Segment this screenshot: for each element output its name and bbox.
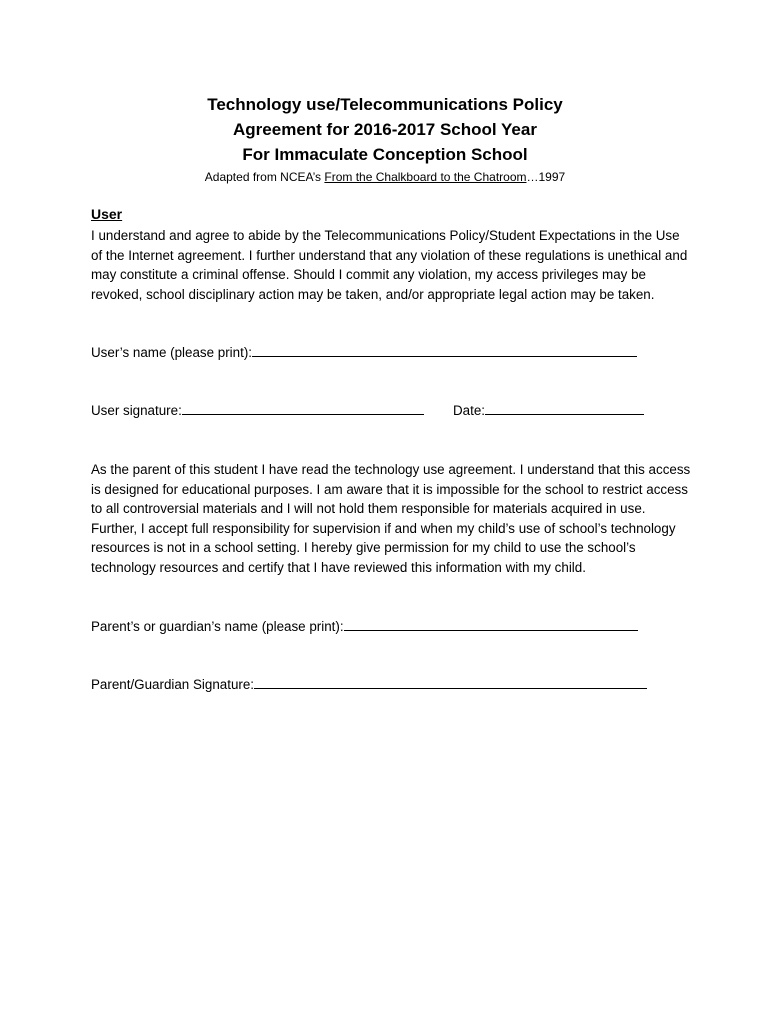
parent-signature-field: [91, 675, 647, 694]
adapted-prefix: Adapted from NCEA’s: [204, 170, 325, 184]
user-name-blank[interactable]: [252, 343, 637, 357]
parent-agreement-text: As the parent of this student I have read the technology use agreement. I understand that this access is designed for educational purposes. I am aware that it is impossible for the school to restrict access to all controversial materials and I will not hold them responsible for materials acquired in use. Further, I accept full responsibility for supervision if and when my child’s use of school’s technology resources is not in a school setting. I hereby give permission for my child to use the school’s technology resources and certify that I have reviewed this information with my child.: [91, 462, 691, 575]
adapted-source-title: From the Chalkboard to the Chatroom: [324, 170, 527, 184]
adapted-suffix: …1997: [526, 170, 566, 184]
adapted-from-note: [0, 169, 770, 185]
parent-signature-blank[interactable]: [254, 675, 647, 689]
user-signature-blank[interactable]: [182, 401, 424, 415]
user-agreement-text: I understand and agree to abide by the Telecommunications Policy/Student Expectations in the Use of the Internet agreement. I further understand that any violation of these regulations is unethical and may constitute a criminal offense. Should I commit any violation, my access privileges may be revoked, school disciplinary action may be taken, and/or appropriate legal action may be taken.: [91, 228, 688, 302]
document-title-line-2: Agreement for 2016-2017 School Year: [233, 120, 537, 139]
parent-name-field: [91, 617, 638, 636]
date-blank[interactable]: [485, 401, 644, 415]
date-field: [453, 401, 644, 420]
document-title-line-1: Technology use/Telecommunications Policy: [207, 95, 563, 114]
user-name-label: User’s name (please print):: [91, 345, 253, 360]
user-name-field: [91, 343, 637, 362]
user-signature-field: [91, 401, 424, 420]
user-signature-label: User signature:: [91, 403, 182, 418]
parent-name-blank[interactable]: [344, 617, 638, 631]
document-title-line-3: For Immaculate Conception School: [242, 145, 528, 164]
date-label: Date:: [453, 403, 486, 418]
parent-signature-label: Parent/Guardian Signature:: [91, 677, 255, 692]
parent-name-label: Parent’s or guardian’s name (please print):: [91, 619, 344, 634]
user-section-heading: User: [91, 206, 123, 222]
